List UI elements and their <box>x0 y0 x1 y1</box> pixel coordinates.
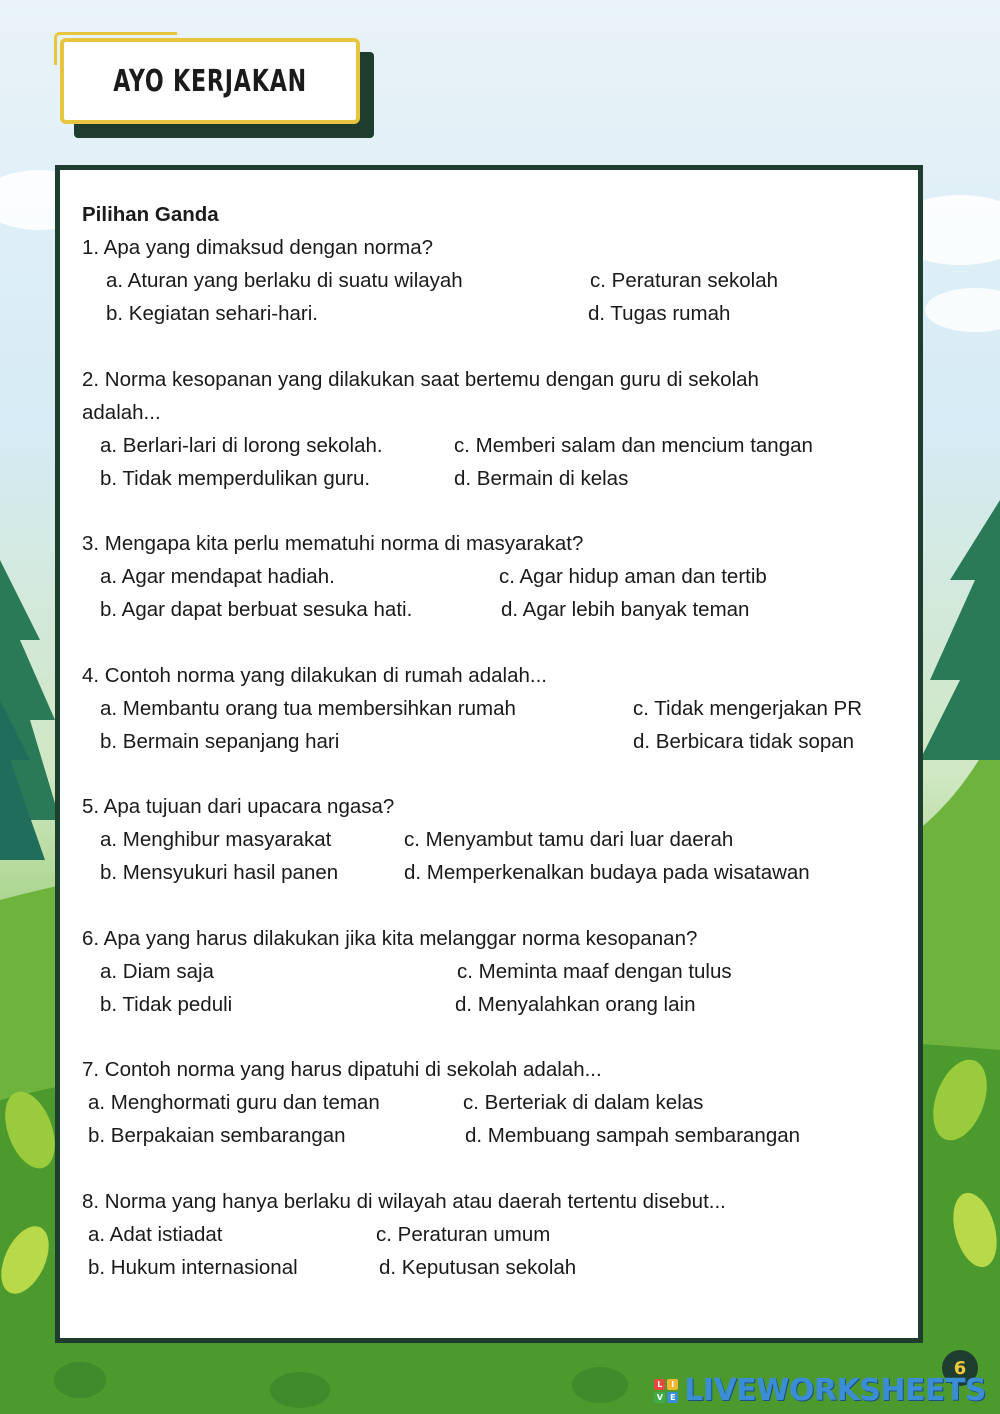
question-1-options-row2 <box>82 297 904 330</box>
section-heading: Pilihan Ganda <box>82 203 219 226</box>
q7-option-c[interactable]: c. Berteriak di dalam kelas <box>463 1091 704 1114</box>
question-1: 1. Apa yang dimaksud dengan norma? <box>82 236 434 259</box>
question-6-options-row2 <box>82 988 904 1021</box>
q7-option-a[interactable]: a. Menghormati guru dan teman <box>88 1091 380 1114</box>
worksheet-card <box>55 165 923 1343</box>
q1-option-c[interactable]: c. Peraturan sekolah <box>590 269 779 292</box>
q3-option-d[interactable]: d. Agar lebih banyak teman <box>501 598 750 621</box>
liveworksheets-logo[interactable] <box>654 1373 986 1408</box>
question-3-options-row1 <box>82 560 904 593</box>
q1-option-b[interactable]: b. Kegiatan sehari-hari. <box>106 302 318 325</box>
q4-option-c[interactable]: c. Tidak mengerjakan PR <box>633 696 863 720</box>
title-corner-decoration <box>54 32 177 65</box>
question-7: 7. Contoh norma yang harus dipatuhi di sekolah adalah... <box>82 1058 602 1081</box>
question-8-options-row1 <box>82 1218 904 1251</box>
q8-option-b[interactable]: b. Hukum internasional <box>88 1255 298 1279</box>
question-7-options-row1 <box>82 1086 904 1119</box>
q4-option-b[interactable]: b. Bermain sepanjang hari <box>100 729 340 753</box>
liveworksheets-logo-icon: L I V E <box>654 1379 678 1403</box>
q5-option-d[interactable]: d. Memperkenalkan budaya pada wisatawan <box>404 861 810 884</box>
question-4: 4. Contoh norma yang dilakukan di rumah adalah... <box>82 663 547 687</box>
title-banner <box>60 38 370 136</box>
q8-option-c[interactable]: c. Peraturan umum <box>376 1222 551 1246</box>
q6-option-c[interactable]: c. Meminta maaf dengan tulus <box>457 959 732 983</box>
q2-option-b[interactable]: b. Tidak memperdulikan guru. <box>100 466 371 490</box>
question-list <box>82 198 904 1284</box>
question-2-options-row1 <box>82 429 904 462</box>
question-2-continued: adalah... <box>82 400 161 424</box>
q8-option-d[interactable]: d. Keputusan sekolah <box>379 1255 577 1279</box>
q4-option-a[interactable]: a. Membantu orang tua membersihkan rumah <box>100 696 516 720</box>
q5-option-a[interactable]: a. Menghibur masyarakat <box>100 828 332 851</box>
question-8: 8. Norma yang hanya berlaku di wilayah atau daerah tertentu disebut... <box>82 1189 726 1213</box>
q6-option-b[interactable]: b. Tidak peduli <box>100 992 233 1016</box>
q8-option-a[interactable]: a. Adat istiadat <box>88 1222 223 1246</box>
question-8-options-row2 <box>82 1251 904 1284</box>
question-4-options-row2 <box>82 725 904 758</box>
question-1-options-row1 <box>82 264 904 297</box>
question-3-options-row2 <box>82 593 904 626</box>
q3-option-b[interactable]: b. Agar dapat berbuat sesuka hati. <box>100 598 413 621</box>
q3-option-c[interactable]: c. Agar hidup aman dan tertib <box>499 565 767 588</box>
question-7-options-row2 <box>82 1119 904 1152</box>
question-6-options-row1 <box>82 955 904 988</box>
q2-option-d[interactable]: d. Bermain di kelas <box>454 466 629 490</box>
page-title: AYO KERJAKAN <box>113 63 307 99</box>
question-6: 6. Apa yang harus dilakukan jika kita melanggar norma kesopanan? <box>82 926 698 950</box>
page-number-badge: 6 <box>942 1350 978 1386</box>
brand-text: LIVEWORKSHEETS <box>684 1373 986 1408</box>
q2-option-c[interactable]: c. Memberi salam dan mencium tangan <box>454 433 813 457</box>
q2-option-a[interactable]: a. Berlari-lari di lorong sekolah. <box>100 433 383 457</box>
q5-option-c[interactable]: c. Menyambut tamu dari luar daerah <box>404 828 734 851</box>
q7-option-b[interactable]: b. Berpakaian sembarangan <box>88 1124 346 1147</box>
q4-option-d[interactable]: d. Berbicara tidak sopan <box>633 729 855 753</box>
question-3: 3. Mengapa kita perlu mematuhi norma di masyarakat? <box>82 532 584 555</box>
question-2-options-row2 <box>82 462 904 495</box>
q3-option-a[interactable]: a. Agar mendapat hadiah. <box>100 565 335 588</box>
question-5-options-row2 <box>82 856 904 889</box>
q6-option-a[interactable]: a. Diam saja <box>100 959 214 983</box>
question-4-options-row1 <box>82 692 904 725</box>
q6-option-d[interactable]: d. Menyalahkan orang lain <box>455 992 696 1016</box>
question-5-options-row1 <box>82 823 904 856</box>
question-5: 5. Apa tujuan dari upacara ngasa? <box>82 795 395 818</box>
q7-option-d[interactable]: d. Membuang sampah sembarangan <box>465 1124 801 1147</box>
question-2: 2. Norma kesopanan yang dilakukan saat bertemu dengan guru di sekolah <box>82 367 759 391</box>
q5-option-b[interactable]: b. Mensyukuri hasil panen <box>100 861 339 884</box>
q1-option-d[interactable]: d. Tugas rumah <box>588 302 731 325</box>
q1-option-a[interactable]: a. Aturan yang berlaku di suatu wilayah <box>106 269 463 292</box>
